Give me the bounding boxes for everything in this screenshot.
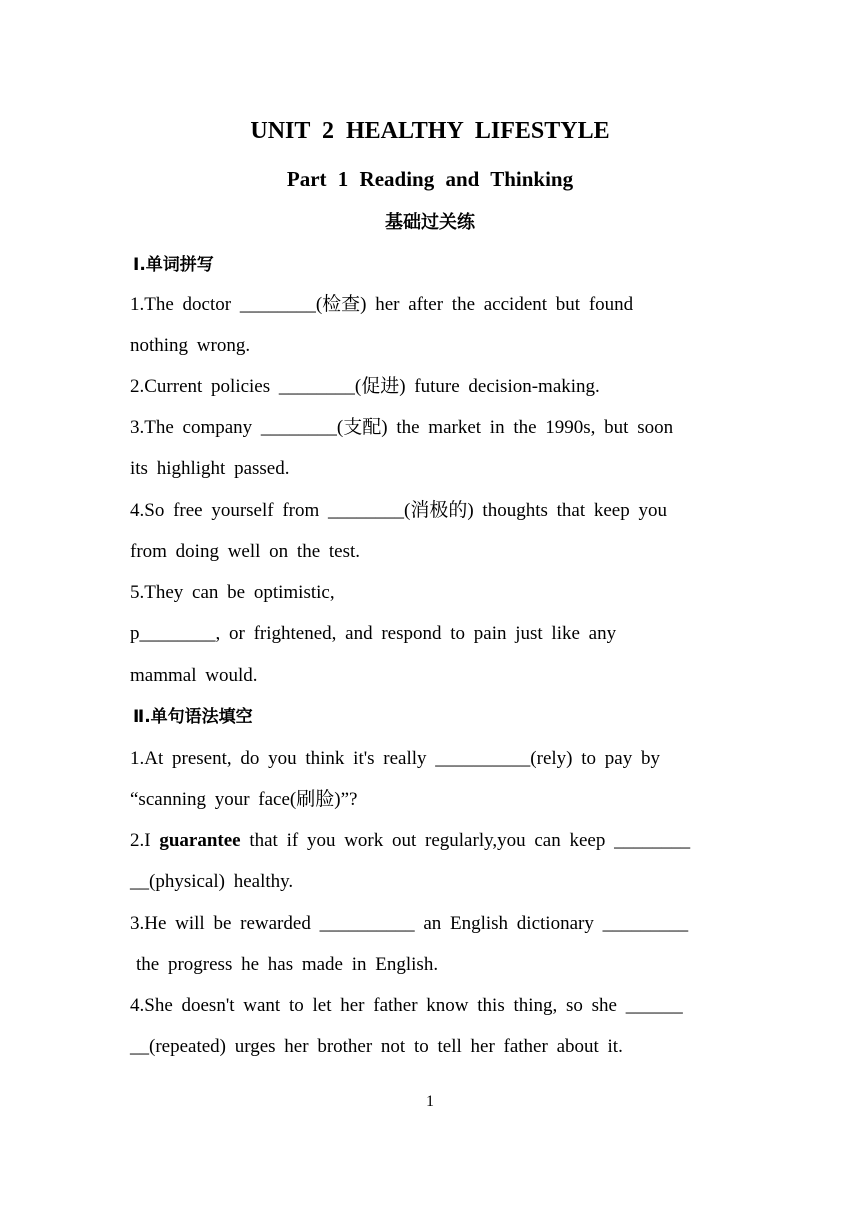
section-1-line: 2.Current policies ________(促进) future decision-making. — [130, 376, 600, 397]
section-2-line: 3.He will be rewarded __________ an English dictionary _________ — [130, 913, 689, 934]
section-2-line: __(physical) healthy. — [130, 871, 294, 892]
question-2-rest: that if you work out regularly,you can keep ________ — [240, 830, 691, 851]
exercise-subheading: 基础过关练 — [385, 212, 475, 233]
section-1-line: from doing well on the test. — [130, 541, 361, 562]
section-1-line: mammal would. — [130, 665, 258, 686]
section-1-line: 5.They can be optimistic, — [130, 582, 335, 603]
section-2-line: “scanning your face(刷脸)”? — [130, 789, 358, 810]
unit-title: UNIT 2 HEALTHY LIFESTYLE — [250, 118, 610, 144]
keyword-guarantee: guarantee — [159, 830, 241, 851]
section-1-heading: Ⅰ.单词拼写 — [133, 255, 214, 275]
section-1-line: its highlight passed. — [130, 458, 290, 479]
section-2-line — [130, 829, 750, 853]
question-2-prefix: 2.I — [130, 830, 160, 851]
section-1-line: 1.The doctor ________(检查) her after the accident but found — [130, 294, 634, 315]
page-number: 1 — [426, 1093, 434, 1110]
section-2-line: 1.At present, do you think it's really __________(rely) to pay by — [130, 748, 660, 769]
section-1-line: p________, or frightened, and respond to pain just like any — [130, 623, 617, 644]
section-2-line: the progress he has made in English. — [136, 954, 439, 975]
section-1-line: 3.The company ________(支配) the market in the 1990s, but soon — [130, 417, 674, 438]
section-2-line: 4.She doesn't want to let her father know this thing, so she ______ — [130, 995, 683, 1016]
section-2-heading: Ⅱ.单句语法填空 — [133, 707, 253, 727]
section-1-line: nothing wrong. — [130, 335, 251, 356]
section-1-line: 4.So free yourself from ________(消极的) thoughts that keep you — [130, 500, 667, 521]
part-title: Part 1 Reading and Thinking — [286, 167, 574, 191]
section-2-line: __(repeated) urges her brother not to tell her father about it. — [130, 1036, 623, 1057]
